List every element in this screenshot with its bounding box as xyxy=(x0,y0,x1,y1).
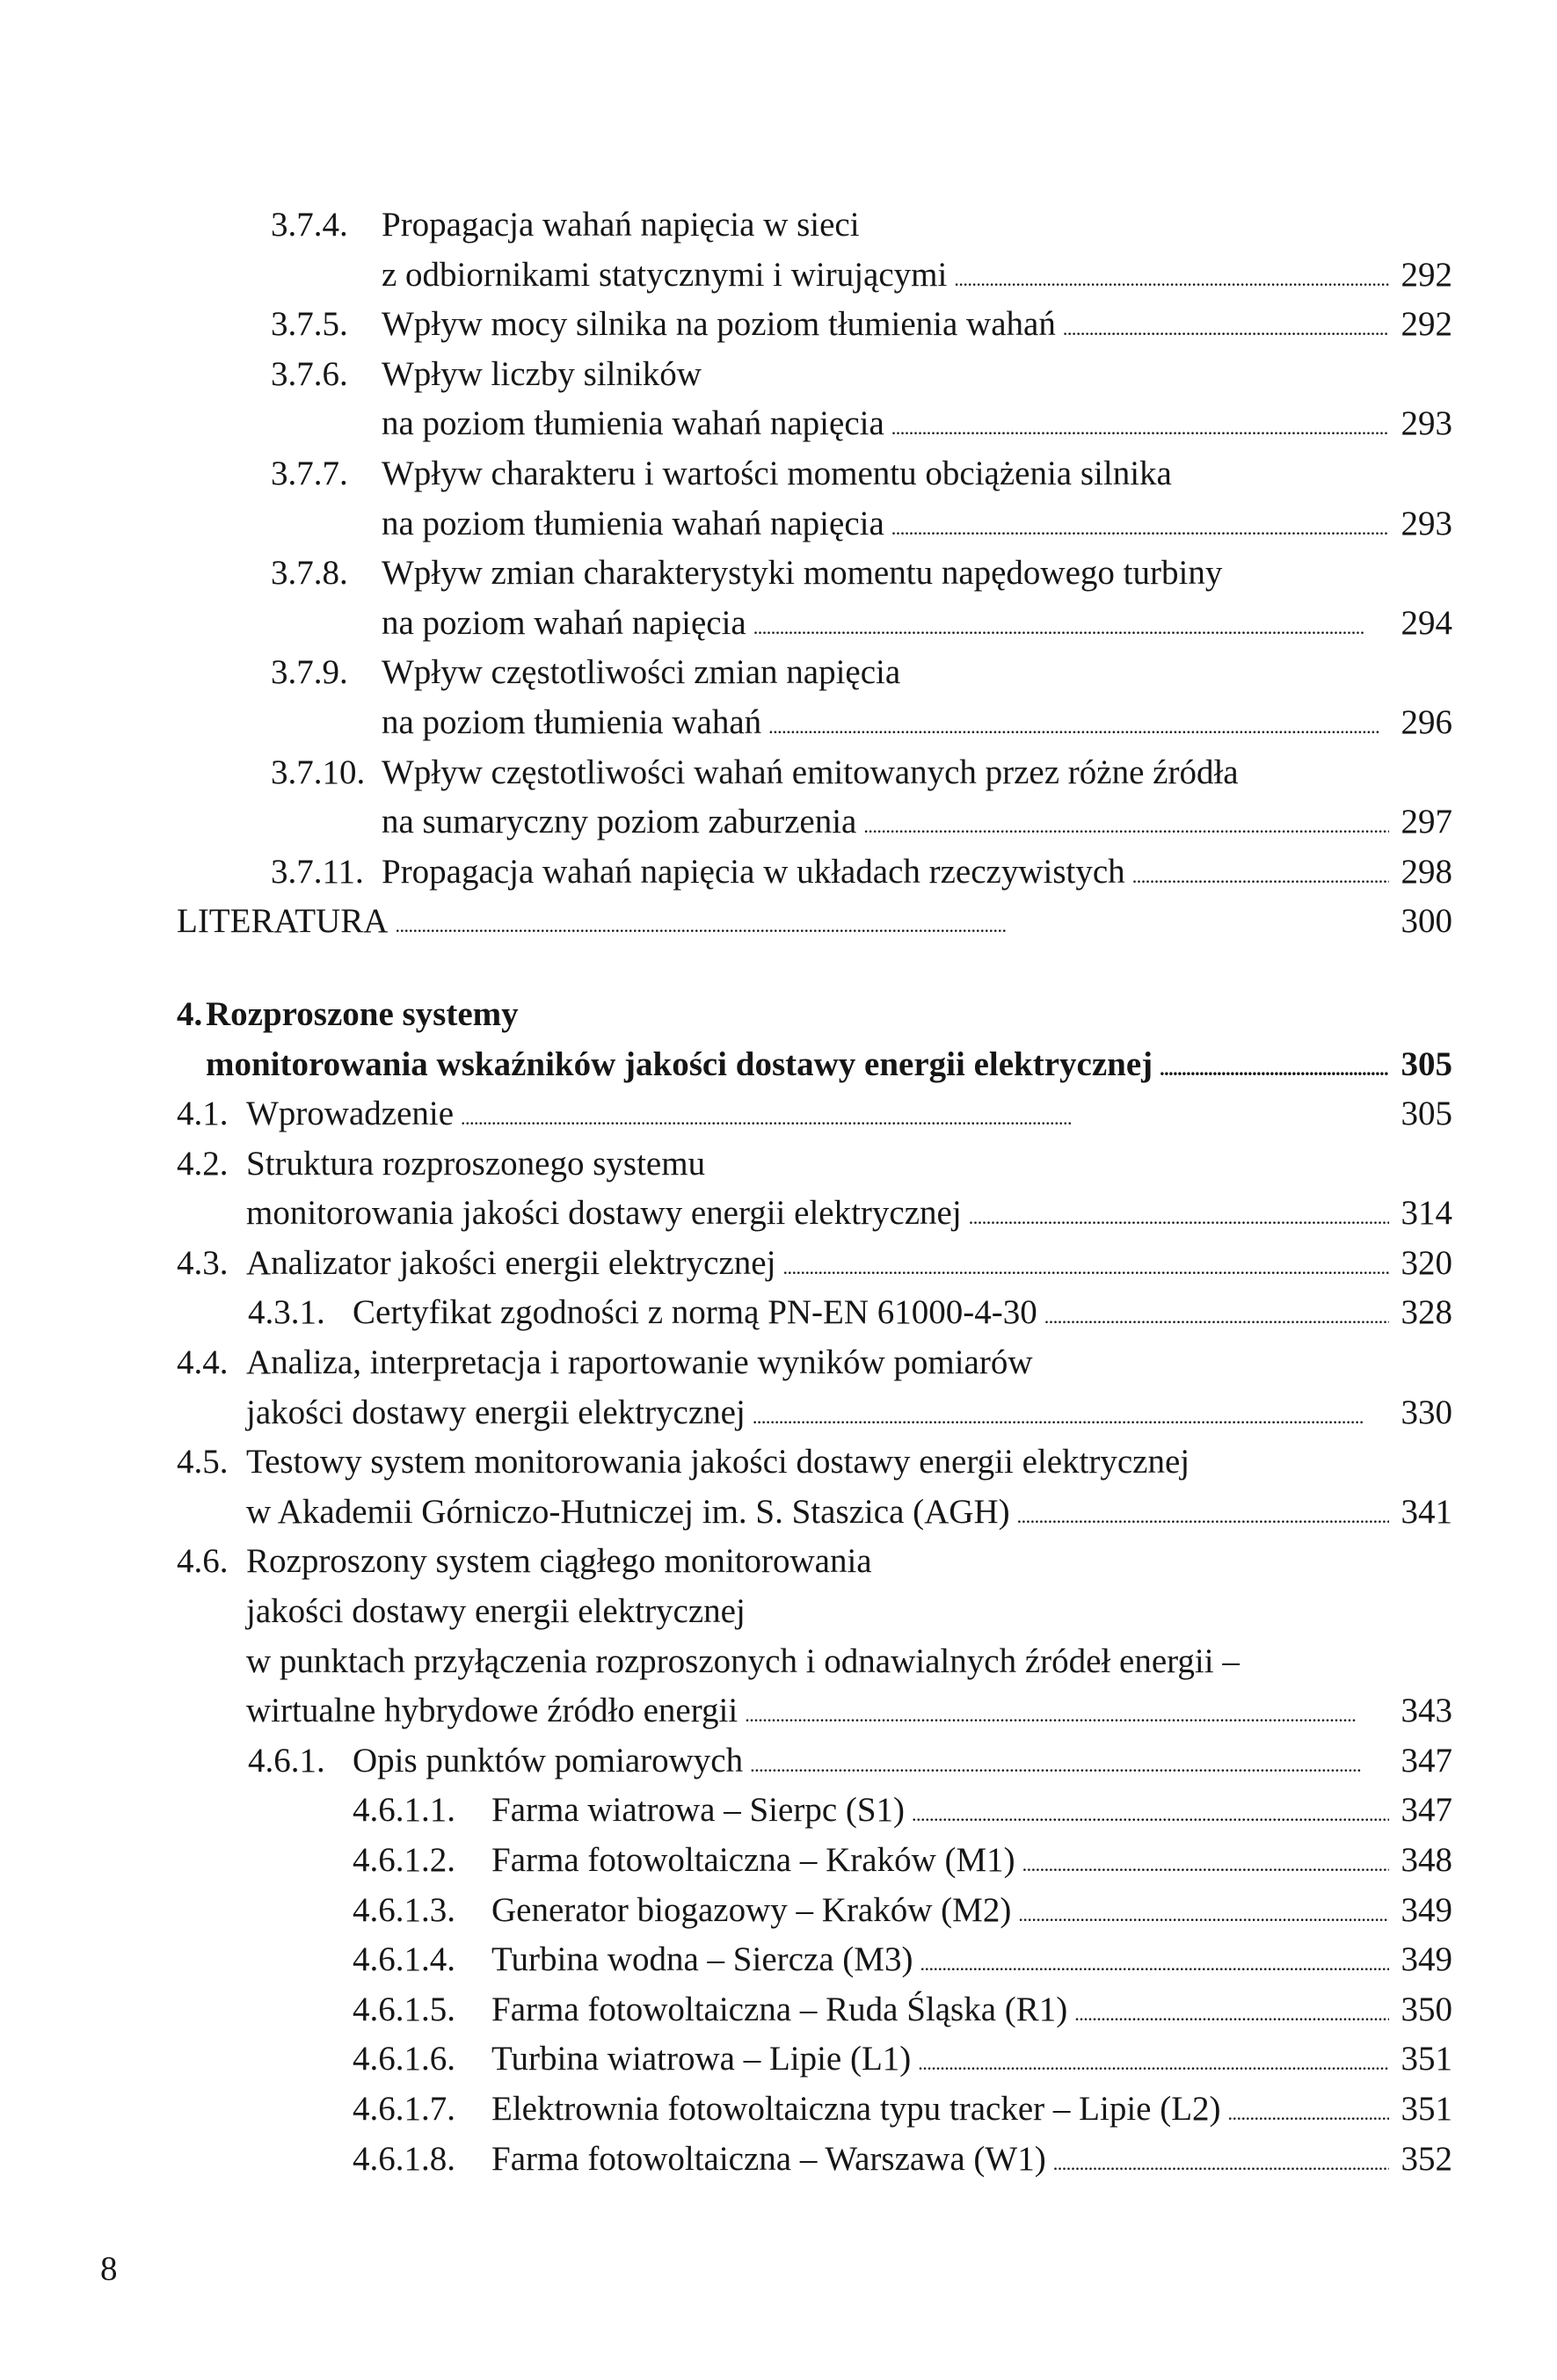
entry-number: 3.7.7. xyxy=(271,454,348,492)
entry-page: 297 xyxy=(1401,803,1452,841)
dot-leader xyxy=(891,499,1389,554)
entry-page: 347 xyxy=(1401,1741,1452,1780)
dot-leader xyxy=(1160,1040,1388,1095)
entry-title: monitorowania wskaźników jakości dostawy energii elektrycznej xyxy=(206,1044,1153,1083)
entry-page: 343 xyxy=(1401,1692,1452,1730)
toc-entry-line xyxy=(0,2085,1557,2135)
entry-page: 328 xyxy=(1401,1293,1452,1332)
dot-leader xyxy=(1132,848,1389,902)
dot-leader xyxy=(395,897,1388,951)
entry-number: 4.6.1. xyxy=(248,1741,325,1780)
entry-page: 351 xyxy=(1401,2040,1452,2078)
toc-entry-line xyxy=(0,990,1557,1040)
toc-entry-line xyxy=(0,200,1557,251)
entry-title: Generator biogazowy – Kraków (M2) xyxy=(491,1890,1012,1929)
entry-number: 4.2. xyxy=(177,1144,229,1183)
entry-title: Rozproszone systemy xyxy=(206,994,519,1033)
entry-title: Analizator jakości energii elektrycznej xyxy=(246,1243,776,1282)
entry-page: 293 xyxy=(1401,404,1452,443)
toc-entry-line xyxy=(0,1239,1557,1289)
entry-page: 330 xyxy=(1401,1393,1452,1431)
entry-number: 3.7.9. xyxy=(271,653,348,692)
entry-title: z odbiornikami statycznymi i wirującymi xyxy=(382,255,948,294)
entry-number: 3.7.11. xyxy=(271,852,364,891)
toc-entry-line xyxy=(0,848,1557,898)
toc-entry-line xyxy=(0,1139,1557,1190)
toc-entry-line xyxy=(0,1189,1557,1239)
dot-leader xyxy=(1228,2085,1389,2139)
dot-leader xyxy=(768,698,1388,753)
dot-leader xyxy=(750,1736,1388,1791)
dot-leader xyxy=(1063,300,1389,354)
toc-entry-line xyxy=(0,1686,1557,1736)
entry-number: 4.6.1.7. xyxy=(353,2089,455,2128)
entry-title: Farma fotowoltaiczna – Kraków (M1) xyxy=(491,1841,1015,1879)
entry-number: 4.4. xyxy=(177,1343,229,1382)
dot-leader xyxy=(753,599,1389,653)
entry-title: Farma wiatrowa – Sierpc (S1) xyxy=(491,1791,906,1830)
entry-page: 341 xyxy=(1401,1492,1452,1531)
dot-leader xyxy=(891,399,1389,454)
entry-title: jakości dostawy energii elektrycznej xyxy=(246,1592,746,1631)
toc-entry-line xyxy=(0,1338,1557,1388)
dot-leader xyxy=(1044,1288,1389,1343)
toc-entry-line xyxy=(0,1886,1557,1936)
entry-number: 3.7.6. xyxy=(271,354,348,393)
entry-title: monitorowania jakości dostawy energii elektrycznej xyxy=(246,1194,962,1233)
entry-page: 349 xyxy=(1401,1890,1452,1929)
entry-title: na poziom wahań napięcia xyxy=(382,603,746,642)
entry-page: 298 xyxy=(1401,852,1452,891)
dot-leader xyxy=(863,797,1388,852)
entry-title: na poziom tłumienia wahań napięcia xyxy=(382,504,884,542)
toc-entry-line xyxy=(0,797,1557,848)
entry-number: 4.6.1.5. xyxy=(353,1990,455,2028)
toc-entry-line xyxy=(0,1985,1557,2035)
entry-title: Wpływ charakteru i wartości momentu obciążenia silnika xyxy=(382,454,1172,492)
toc-entry-line xyxy=(0,897,1557,947)
toc-entry-line xyxy=(0,1537,1557,1587)
entry-title: Struktura rozproszonego systemu xyxy=(246,1144,706,1183)
entry-title: w Akademii Górniczo-Hutniczej im. S. Staszica (AGH) xyxy=(246,1492,1010,1531)
entry-title: Wpływ liczby silników xyxy=(382,354,702,393)
toc-entry-line xyxy=(0,300,1557,350)
toc-entry-line xyxy=(0,1437,1557,1488)
toc-entry-line xyxy=(0,549,1557,599)
toc-entry-line xyxy=(0,1089,1557,1139)
entry-page: 350 xyxy=(1401,1990,1452,2028)
entry-title: w punktach przyłączenia rozproszonych i odnawialnych źródeł energii – xyxy=(246,1641,1240,1680)
entry-number: 4.3. xyxy=(177,1243,229,1282)
dot-leader xyxy=(954,251,1388,305)
entry-title: LITERATURA xyxy=(177,902,389,941)
toc-entry-line xyxy=(0,1388,1557,1438)
entry-number: 4.6.1.8. xyxy=(353,2139,455,2178)
entry-title: Rozproszony system ciągłego monitorowania xyxy=(246,1542,872,1581)
entry-number: 3.7.5. xyxy=(271,305,348,344)
entry-title: Wpływ częstotliwości wahań emitowanych przez różne źródła xyxy=(382,753,1239,791)
entry-title: na poziom tłumienia wahań napięcia xyxy=(382,404,884,443)
toc-entry-line xyxy=(0,2034,1557,2085)
entry-page: 305 xyxy=(1401,1044,1452,1083)
entry-title: Wpływ zmian charakterystyki momentu napędowego turbiny xyxy=(382,554,1223,593)
toc-entry-line xyxy=(0,748,1557,798)
entry-page: 292 xyxy=(1401,255,1452,294)
entry-title: Farma fotowoltaiczna – Warszawa (W1) xyxy=(491,2139,1046,2178)
toc-entry-line xyxy=(0,1935,1557,1985)
entry-number: 4.6. xyxy=(177,1542,229,1581)
entry-number: 4. xyxy=(177,994,203,1033)
toc-entry-line xyxy=(0,1637,1557,1687)
entry-number: 4.1. xyxy=(177,1095,229,1133)
dot-leader xyxy=(912,1786,1388,1840)
entry-number: 4.3.1. xyxy=(248,1293,325,1332)
entry-number: 4.6.1.3. xyxy=(353,1890,455,1929)
entry-page: 351 xyxy=(1401,2089,1452,2128)
entry-page: 294 xyxy=(1401,603,1452,642)
toc-entry-line xyxy=(0,1587,1557,1637)
entry-page: 296 xyxy=(1401,702,1452,741)
entry-title: Opis punktów pomiarowych xyxy=(353,1741,744,1780)
entry-title: Wpływ mocy silnika na poziom tłumienia wahań xyxy=(382,305,1056,344)
toc-entry-line xyxy=(0,499,1557,550)
entry-title: na sumaryczny poziom zaburzenia xyxy=(382,803,857,841)
toc-entry-line xyxy=(0,1736,1557,1787)
entry-title: Turbina wodna – Siercza (M3) xyxy=(491,1940,913,1979)
entry-page: 349 xyxy=(1401,1940,1452,1979)
entry-page: 300 xyxy=(1401,902,1452,941)
dot-leader xyxy=(918,2034,1388,2089)
dot-leader xyxy=(745,1686,1388,1741)
entry-title: Farma fotowoltaiczna – Ruda Śląska (R1) xyxy=(491,1990,1068,2028)
entry-number: 3.7.10. xyxy=(271,753,366,791)
toc-entry-line xyxy=(0,350,1557,400)
entry-number: 3.7.8. xyxy=(271,554,348,593)
entry-page: 292 xyxy=(1401,305,1452,344)
dot-leader xyxy=(1053,2135,1389,2189)
dot-leader xyxy=(461,1089,1388,1144)
dot-leader xyxy=(1074,1985,1388,2040)
entry-title: jakości dostawy energii elektrycznej xyxy=(246,1393,746,1431)
entry-page: 320 xyxy=(1401,1243,1452,1282)
entry-page: 348 xyxy=(1401,1841,1452,1879)
entry-title: na poziom tłumienia wahań xyxy=(382,702,762,741)
entry-number: 4.6.1.1. xyxy=(353,1791,455,1830)
toc-entry-line xyxy=(0,599,1557,649)
entry-page: 305 xyxy=(1401,1095,1452,1133)
entry-title: Certyfikat zgodności z normą PN-EN 61000-4-30 xyxy=(353,1293,1037,1332)
entry-title: Propagacja wahań napięcia w sieci xyxy=(382,206,860,244)
entry-title: Wpływ częstotliwości zmian napięcia xyxy=(382,653,901,692)
entry-page: 314 xyxy=(1401,1194,1452,1233)
entry-number: 4.6.1.4. xyxy=(353,1940,455,1979)
toc-entry-line xyxy=(0,399,1557,449)
toc-entry-line xyxy=(0,2135,1557,2185)
entry-number: 3.7.4. xyxy=(271,206,348,244)
entry-title: Turbina wiatrowa – Lipie (L1) xyxy=(491,2040,912,2078)
toc-entry-line xyxy=(0,449,1557,499)
entry-page: 352 xyxy=(1401,2139,1452,2178)
entry-title: Propagacja wahań napięcia w układach rzeczywistych xyxy=(382,852,1125,891)
entry-page: 347 xyxy=(1401,1791,1452,1830)
entry-title: Analiza, interpretacja i raportowanie wyników pomiarów xyxy=(246,1343,1033,1382)
table-of-contents xyxy=(0,200,1557,2184)
dot-leader xyxy=(1018,1886,1388,1940)
toc-entry-line xyxy=(0,1786,1557,1836)
dot-leader xyxy=(782,1239,1388,1293)
toc-entry-line xyxy=(0,1836,1557,1886)
entry-number: 4.6.1.6. xyxy=(353,2040,455,2078)
entry-title: wirtualne hybrydowe źródło energii xyxy=(246,1692,738,1730)
entry-title: Elektrownia fotowoltaiczna typu tracker – Lipie (L2) xyxy=(491,2089,1221,2128)
entry-number: 4.6.1.2. xyxy=(353,1841,455,1879)
entry-title: Testowy system monitorowania jakości dostawy energii elektrycznej xyxy=(246,1443,1190,1481)
toc-entry-line xyxy=(0,1288,1557,1338)
toc-entry-line xyxy=(0,1040,1557,1090)
dot-leader xyxy=(1017,1488,1389,1542)
entry-page: 293 xyxy=(1401,504,1452,542)
section-gap xyxy=(0,947,1557,990)
dot-leader xyxy=(753,1388,1389,1443)
entry-number: 4.5. xyxy=(177,1443,229,1481)
dot-leader xyxy=(1022,1836,1389,1890)
entry-title: Wprowadzenie xyxy=(246,1095,455,1133)
page-number: 8 xyxy=(100,2250,118,2288)
toc-entry-line xyxy=(0,251,1557,301)
toc-entry-line xyxy=(0,648,1557,698)
toc-entry-line xyxy=(0,1488,1557,1538)
dot-leader xyxy=(920,1935,1388,1990)
dot-leader xyxy=(969,1189,1389,1243)
toc-entry-line xyxy=(0,698,1557,748)
